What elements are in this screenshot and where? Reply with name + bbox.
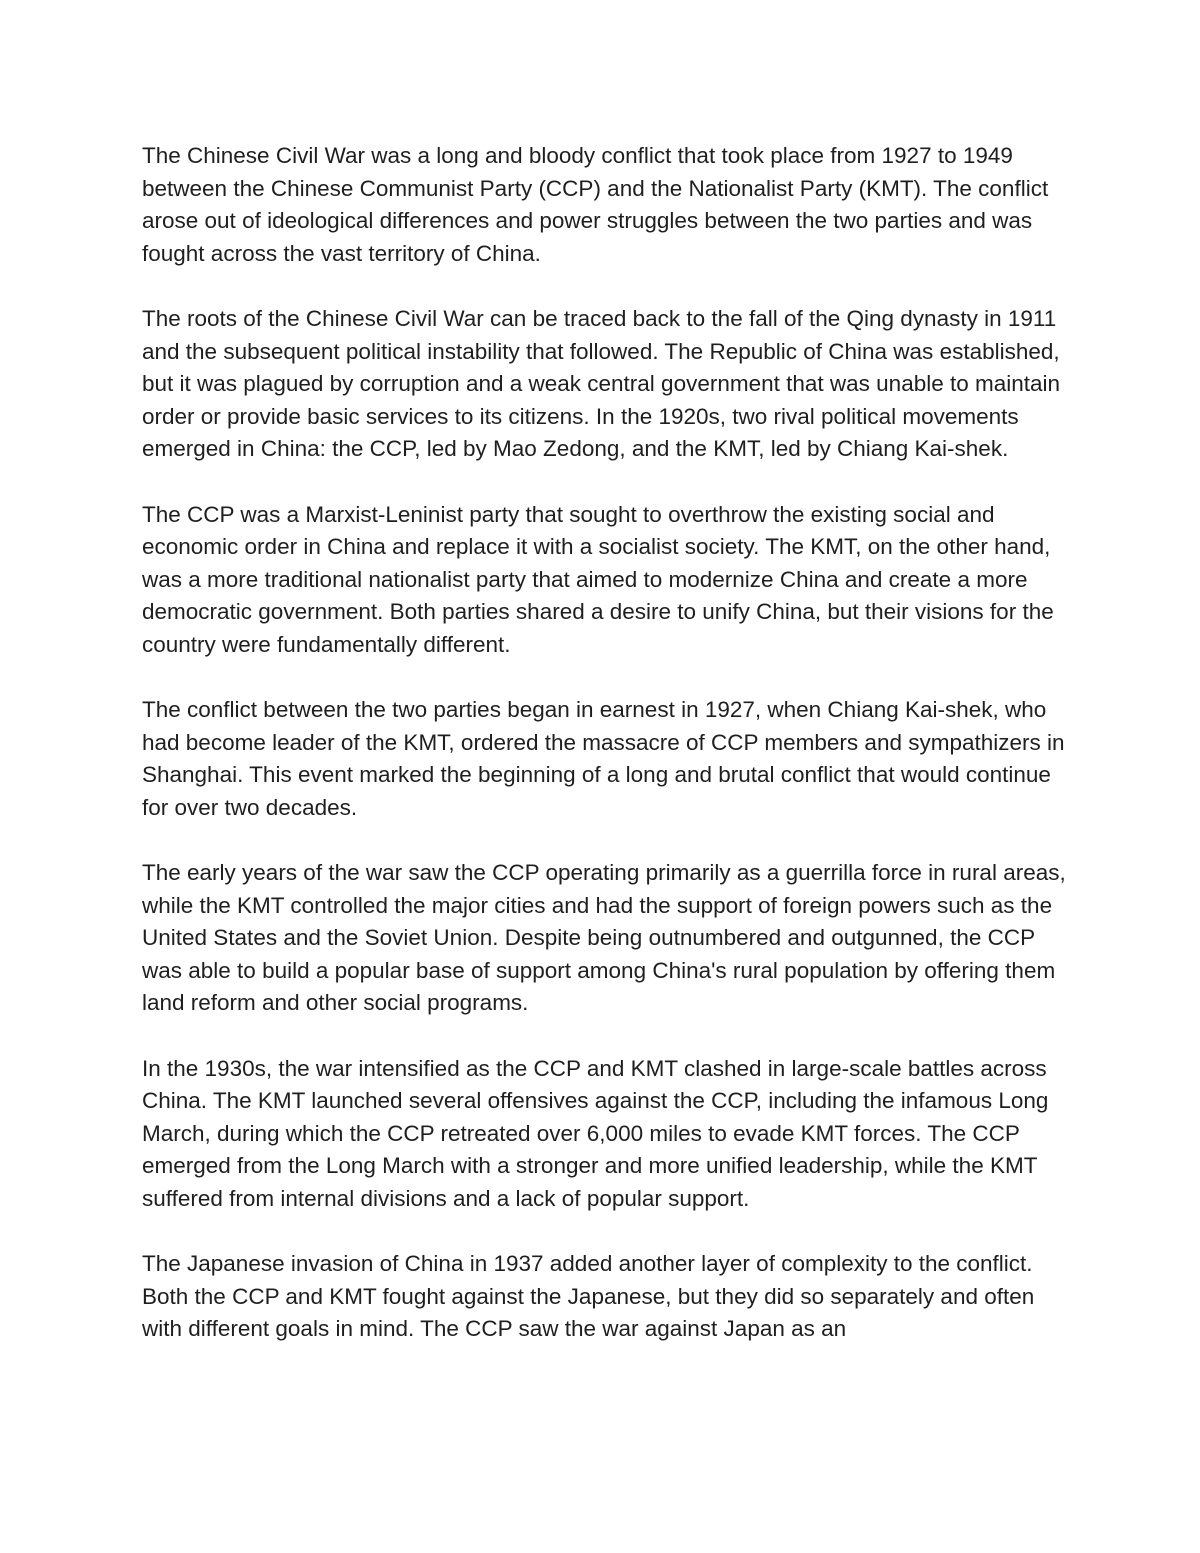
paragraph-1930s: In the 1930s, the war intensified as the CCP and KMT clashed in large-scale battles across China. The KMT launched several offensives against the CCP, including the infamous Long March, during which the CCP retreated over 6,000 miles to evade KMT forces. The CCP emerged from the Long March with a stronger and more unified leadership, while the KMT suffered from internal divisions and a lack of popular support. bbox=[142, 1055, 1049, 1211]
paragraph-conflict-begins: The conflict between the two parties began in earnest in 1927, when Chiang Kai-shek, who had become leader of the KMT, ordered the massacre of CCP members and sympathizers in Shanghai. This event marked the beginning of a long and brutal conflict that would continue for over two decades. bbox=[142, 697, 1065, 820]
paragraph-japanese-invasion: The Japanese invasion of China in 1937 added another layer of complexity to the conflict. Both the CCP and KMT fought against the Japanese, but they did so separately and often with different goals in mind. The CCP saw the war against Japan as an bbox=[142, 1251, 1035, 1342]
paragraph-civil-war-intro: The Chinese Civil War was a long and bloody conflict that took place from 1927 to 1949 between the Chinese Communist Party (CCP) and the Nationalist Party (KMT). The conflict arose out of ideological differences and power struggles between the two parties and was fought across the vast territory of China. bbox=[142, 143, 1049, 266]
paragraph-early-years: The early years of the war saw the CCP operating primarily as a guerrilla force in rural areas, while the KMT controlled the major cities and had the support of foreign powers such as the United States and the Soviet Union. Despite being outnumbered and outgunned, the CCP was able to build a popular base of support among China's rural population by offering them land reform and other social programs. bbox=[142, 860, 1066, 1016]
paragraph-party-ideologies: The CCP was a Marxist-Leninist party that sought to overthrow the existing social and economic order in China and replace it with a socialist society. The KMT, on the other hand, was a more traditional nationalist party that aimed to modernize China and create a more democratic government. Both parties shared a desire to unify China, but their visions for the country were fundamentally different. bbox=[142, 501, 1054, 657]
document-body bbox=[142, 140, 1072, 1379]
paragraph-roots: The roots of the Chinese Civil War can be traced back to the fall of the Qing dynasty in 1911 and the subsequent political instability that followed. The Republic of China was established, but it was plagued by corruption and a weak central government that was unable to maintain order or provide basic services to its citizens. In the 1920s, two rival political movements emerged in China: the CCP, led by Mao Zedong, and the KMT, led by Chiang Kai-shek. bbox=[142, 305, 1061, 462]
